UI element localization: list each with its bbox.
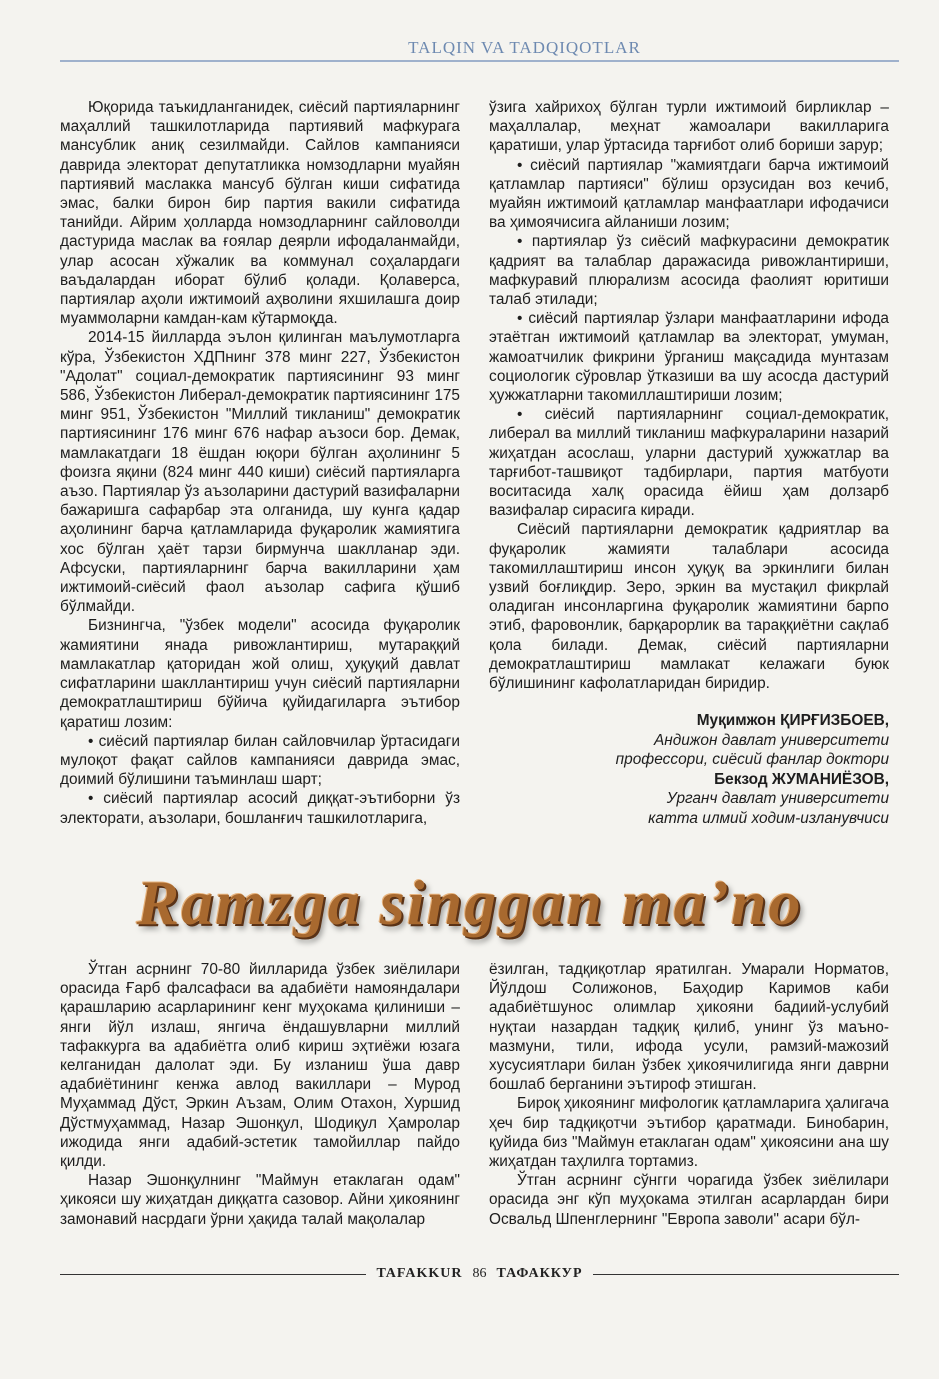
header-rule bbox=[60, 60, 899, 62]
paragraph: ўзига хайрихоҳ бўлган турли ижтимоий бирликлар – маҳаллалар, меҳнат жамоалари вакилларига қаратиши, улар ўртасида тарғибот олиб бориши зарур; bbox=[489, 99, 889, 155]
bullet-item: • сиёсий партиялар "жамиятдаги барча ижтимоий қатламлар партияси" бўлиш орзусидан воз кечиб, муайян ижтимоий қатламлар манфаатлари ифодачиси ва ҳимоячисига айланиши лозим; bbox=[489, 156, 889, 232]
footer-rule-right bbox=[593, 1274, 899, 1275]
bullet-item: • сиёсий партиялар ўзлари манфаатларини ифода этаётган ижтимоий қатламлар ва электорат, умуман, жамоатчилик фикрини ўрганиш мақсадида мунтазам социологик сўровлар ўтказиши ва шу асосда дастурий ҳужжатларни такомиллаштириши лозим; bbox=[489, 310, 889, 405]
bullet-item: • сиёсий партияларнинг социал-демократик, либерал ва миллий тикланиш мафкураларини назарий жиҳатдан асослаш, уларни дастурий ҳужжатлар ва тарғибот-ташвиқот тадбирлари, партия матбуоти воситасида халқ орасида ёйиш ҳам долзарб вазифалар сирасига киради. bbox=[489, 406, 889, 520]
running-header bbox=[60, 36, 899, 66]
paragraph: Ўтган асрнинг 70-80 йилларида ўзбек зиёлилари орасида Ғарб фалсафаси ва адабиёти намояндалари қарашларию асарларининг кенг муҳокама қилиниши – янги йўл излаш, янгича ёндашувларни миллий тафаккурга ва адабиётга олиб кириш эҳтиёжи юзага келганидан далолат эди. Бу изланиш ўша давр адабиётининг кенжа авлод вакиллари – Мурод Муҳаммад Дўст, Эркин Аъзам, Олим Отахон, Хуршид Дўстмуҳаммад, Назар Эшонқул, Шодиқул Ҳамролар ижодида янги адабий-эстетик тамойиллар пайдо қилди. bbox=[60, 961, 460, 1171]
author-block bbox=[489, 711, 889, 828]
bullet-item: • сиёсий партиялар билан сайловчилар ўртасидаги мулоқот фақат сайлов кампанияси даврида эмас, доимий бўлишини таъминлаш шарт; bbox=[60, 732, 460, 789]
author-name: Муқимжон ҚИРҒИЗБОЕВ, bbox=[696, 712, 889, 730]
paragraph: Юқорида таъкидланганидек, сиёсий партияларнинг маҳаллий ташкилотларида партиявий мафкурага мансублик аниқ сезилмайди. Сайлов кампанияси даврида электорат депутатликка номзодларни муайян партиявий маслакка мансуб бўлган киши сифатида эмас, балки бирон бир партия вакили сифатида танийди. Айрим ҳолларда номзодларнинг сайловолди дастурида маслак ва ғоялар деярли ифодаланмайди, улар асосан хўжалик ва коммунал соҳалардаги ваъдалардан иборат бўлиб қолади. Қолаверса, партиялар аҳоли ижтимоий аҳволини яхшилашга доир муаммоларни камдан-кам кўтармоқда. bbox=[60, 99, 460, 328]
paragraph: Бизнингча, "ўзбек модели" асосида фуқаролик жамиятини янада ривожлантириш, мутараққий мамлакатлар қаторидан жой олиш, ҳуқуқий давлат сифатларини шакллантириш учун сиёсий партияларни демократлаштириш бўйича қуйидагиларга эътибор қаратиш лозим: bbox=[60, 617, 460, 731]
footer-magazine-cyrillic: ТАФАККУР bbox=[496, 1266, 583, 1281]
author-name: Бекзод ЖУМАНИЁЗОВ, bbox=[714, 770, 889, 788]
page-footer bbox=[60, 1262, 899, 1286]
section-title: TALQIN VA TADQIQOTLAR bbox=[408, 38, 641, 57]
column-top-right bbox=[489, 98, 889, 828]
paragraph: Бироқ ҳикоянинг мифологик қатламларига ҳалигача ҳеч бир тадқиқотчи эътибор қаратмади. Бинобарин, қуйида биз "Маймун етаклаган одам" ҳикоясини ана шу жиҳатдан таҳлилга тортамиз. bbox=[489, 1095, 889, 1171]
author-title: профессори, сиёсий фанлар доктори bbox=[615, 751, 889, 769]
bullet-item: • партиялар ўз сиёсий мафкурасини демократик қадрият ва талаблар даражасида ривожлантириши, мафкуравий плюрализм асосида фаолият юритиши талаб этилади; bbox=[489, 233, 889, 309]
bullet-item: • сиёсий партиялар асосий диққат-эътиборни ўз электорати, аъзолари, бошланғич ташкилотларига, bbox=[60, 790, 460, 827]
paragraph: 2014-15 йилларда эълон қилинган маълумотларга кўра, Ўзбекистон ХДПнинг 378 минг 227, Ўзбекистон "Адолат" социал-демократик партиясининг 93 минг 586, Ўзбекистон Либерал-демократик партиясининг 175 минг 951, Ўзбекистон "Миллий тикланиш" демократик партиясининг 176 минг 676 нафар аъзоси бор. Демак, мамлакатдаги 18 ёшдан юқори бўлган аҳолининг 5 фоизга яқини (824 минг 440 киши) сиёсий партияларга аъзо. Партиялар ўз аъзоларини дастурий вазифаларни бажаришга сафарбар эта олганида, шу кунга қадар аҳолининг барча қатламларида фуқаролик жамиятига хос бўлган ҳаёт тарзи бирмунча шаклланар эди. Афсуски, партияларнинг барча вакилларини ҳам ижтимоий-сиёсий фаол аъзолар сафига қўшиб бўлмайди. bbox=[60, 329, 460, 616]
column-bottom-right bbox=[489, 960, 889, 1229]
paragraph: Ўтган асрнинг сўнгги чорагида ўзбек зиёлилари орасида энг кўп муҳокама этилган асарлардан бири Освальд Шпенглернинг "Европа заволи" асари бўл- bbox=[489, 1172, 889, 1228]
page-number: 86 bbox=[472, 1266, 487, 1281]
paragraph: Сиёсий партияларни демократик қадриятлар ва фуқаролик жамияти талаблари асосида такомиллаштириш инсон ҳуқуқ ва эркинлиги билан узвий боғлиқдир. Зеро, эркин ва мустақил фикрлай оладиган инсонларгина фуқаролик жамиятини барпо этиб, фаровонлик, барқарорлик ва тараққиётни сақлаб қола билади. Демак, сиёсий партияларни демократлаштириш мамлакат келажаги буюк бўлишининг кафолатларидан биридир. bbox=[489, 521, 889, 693]
column-top-left bbox=[60, 98, 460, 828]
footer-magazine-latin: TAFAKKUR bbox=[376, 1266, 463, 1281]
footer-rule-left bbox=[60, 1274, 366, 1275]
column-bottom-left bbox=[60, 960, 460, 1229]
article-title: Ramzga singgan ma’no bbox=[136, 867, 803, 938]
author-title: катта илмий ходим-изланувчиси bbox=[648, 809, 889, 827]
paragraph: Назар Эшонқулнинг "Маймун етаклаган одам" ҳикояси шу жиҳатдан диққатга сазовор. Айни ҳикоянинг замонавий насрдаги ўрни ҳақида талай мақолалар bbox=[60, 1172, 460, 1228]
paragraph: ёзилган, тадқиқотлар яратилган. Умарали Норматов, Йўлдош Солижонов, Баҳодир Каримов каби адабиётшунос олимлар ҳикояни бадиий-услубий нуқтаи назардан тадқиқ қилиб, унинг ўз маъно-мазмуни, тили, ифода усули, рамзий-мажозий хусусиятлари билан ўзбек ҳикоячилигида янги даврни бошлаб берганини эътироф этишган. bbox=[489, 961, 889, 1094]
author-affiliation: Андижон давлат университети bbox=[654, 731, 889, 749]
author-affiliation: Урганч давлат университети bbox=[666, 790, 889, 808]
